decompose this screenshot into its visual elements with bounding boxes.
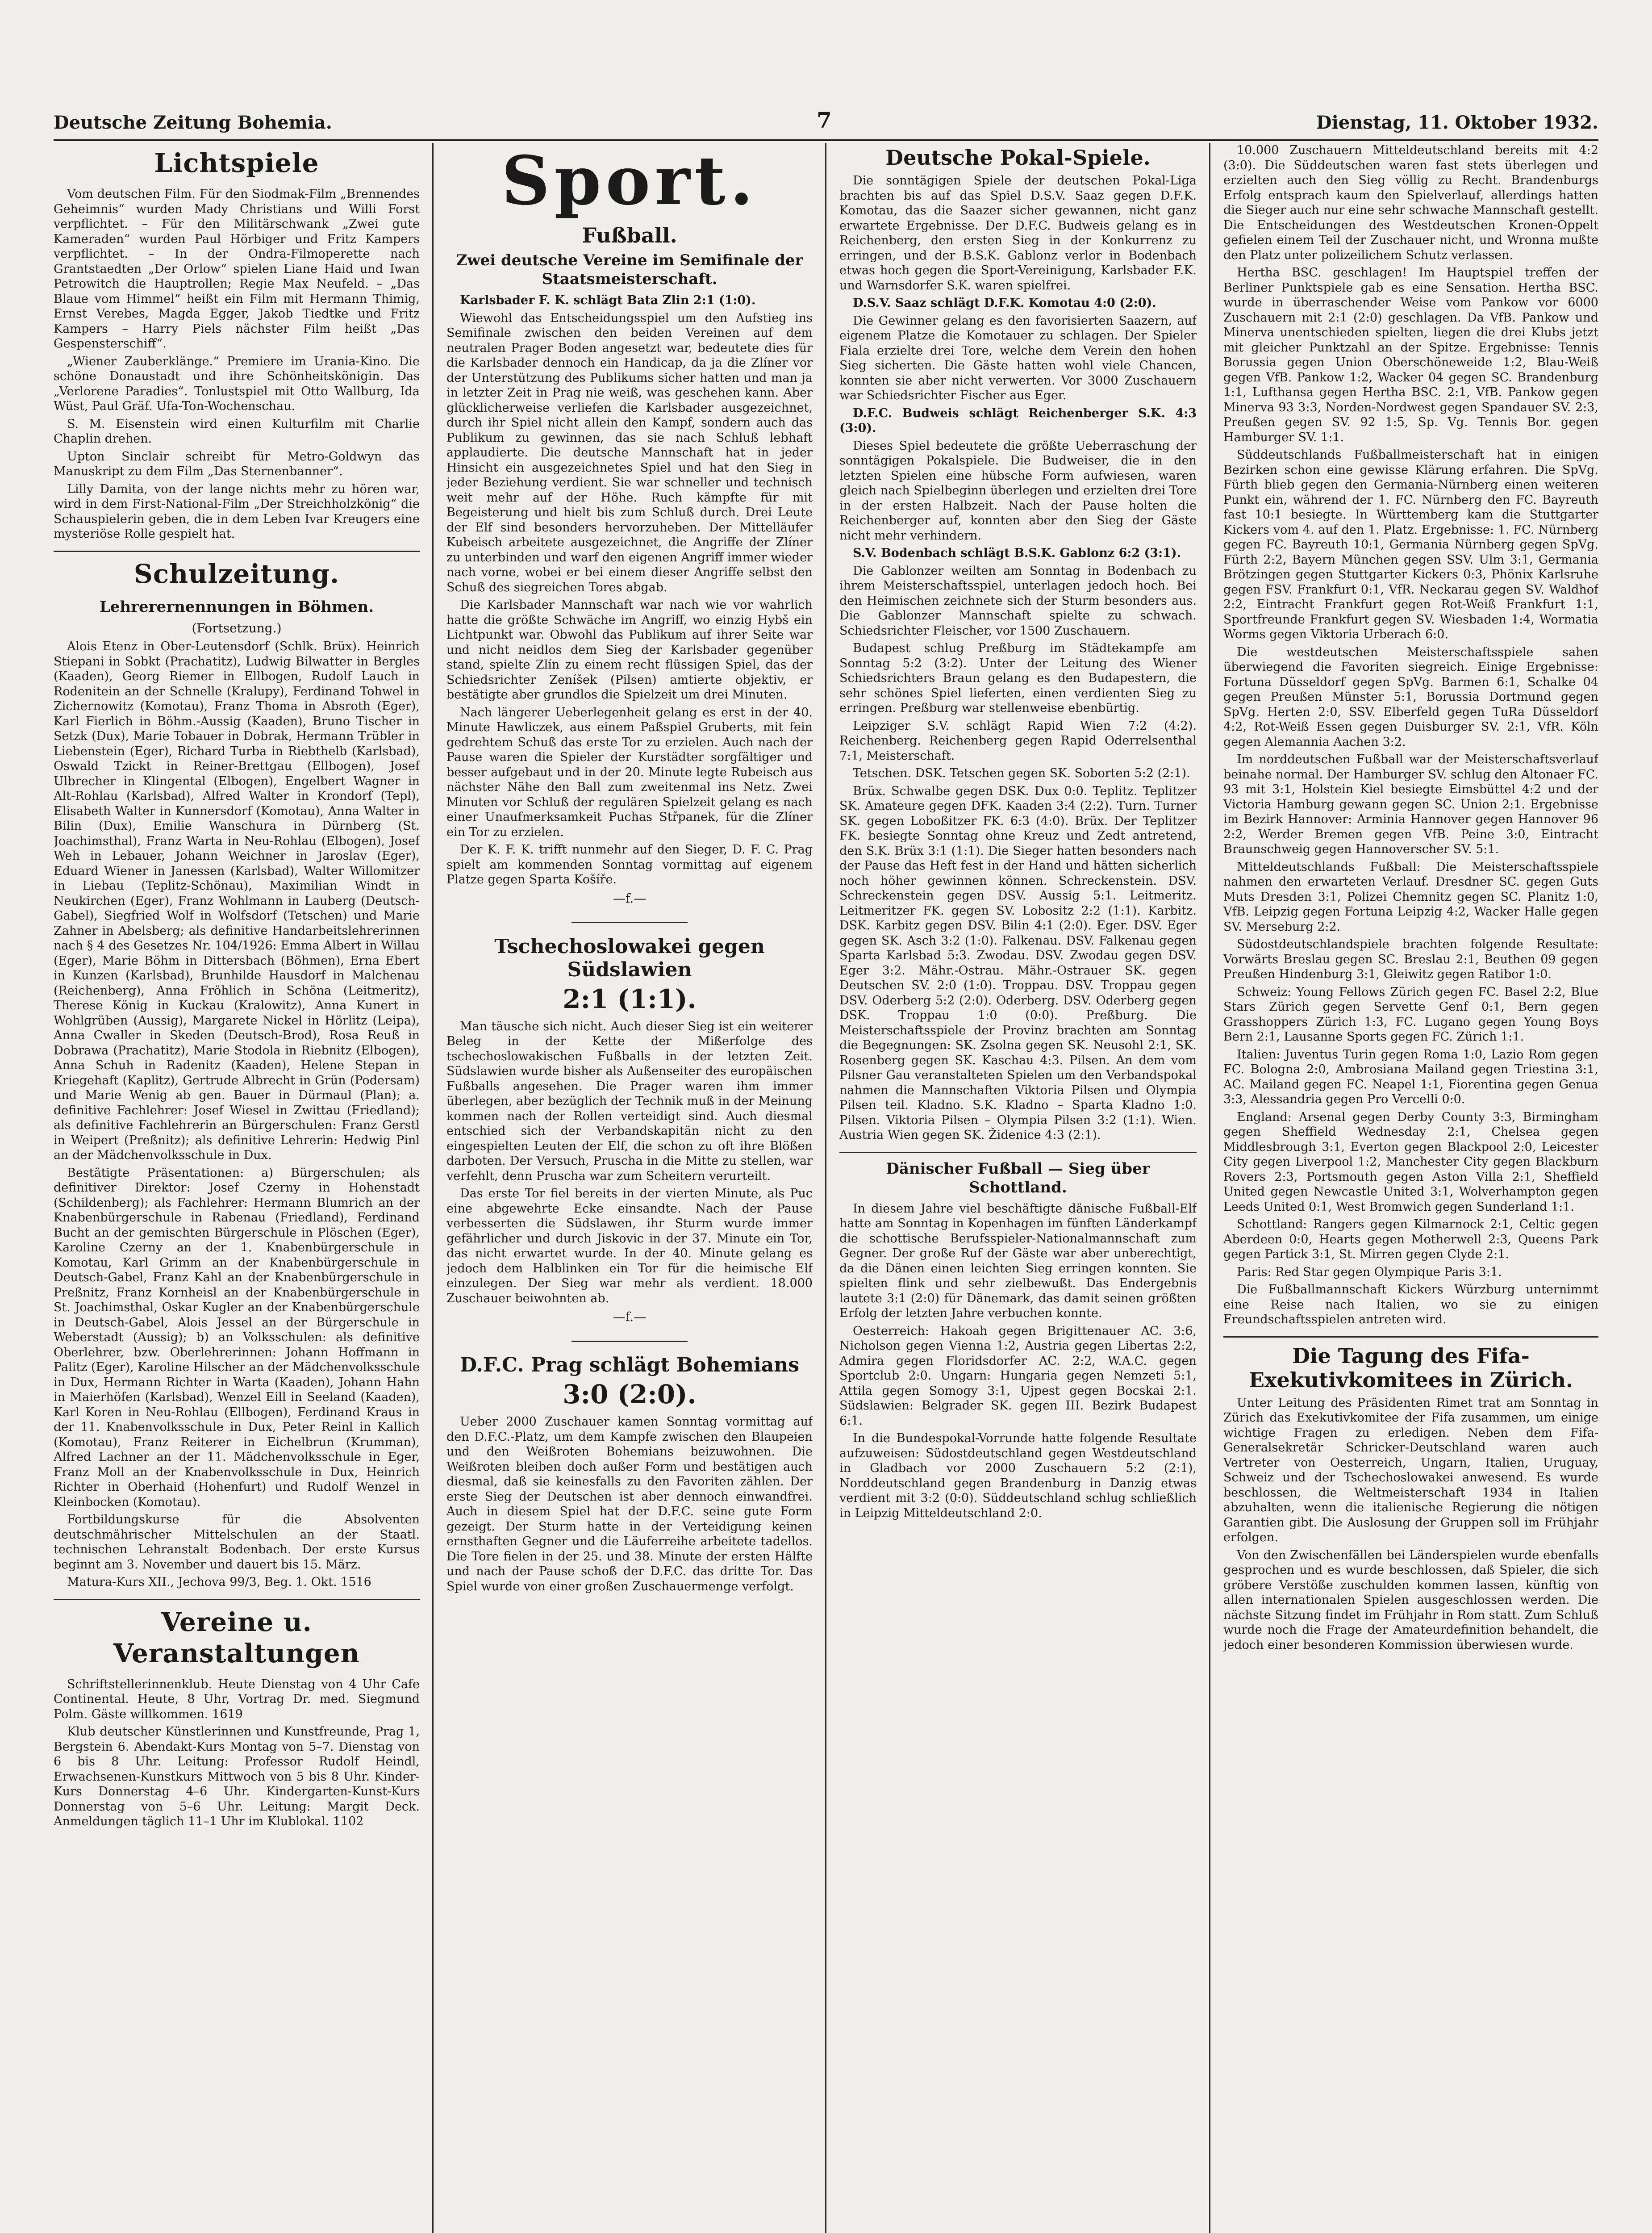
- article-paragraph: Tetschen. DSK. Tetschen gegen SK. Soborten 5:2 (2:1).: [853, 766, 1190, 780]
- author-sign: —f.—: [613, 891, 647, 906]
- match-heading: D.S.V. Saaz schlägt D.F.K. Komotau 4:0 (2:0).: [853, 296, 1156, 310]
- results-paragraph: England: Arsenal gegen Derby County 3:3, Birmingham gegen Sheffield Wednesday 2:1, Chelsea gegen Middlesbrough 3:1, Everton gegen Blackpool 2:0, Leicester City gegen Liverpool 1:2, Manchester City gegen Blackburn Rovers 2:3, Portsmouth gegen Aston Villa 2:1, Sheffield United gegen Newcastle United 3:1, Wolverhampton gegen Leeds United 0:1, West Bromwich gegen Sunderland 1:1.: [1223, 1110, 1598, 1214]
- results-paragraph: Paris: Red Star gegen Olympique Paris 3:1.: [1237, 1265, 1502, 1279]
- article-paragraph: 10.000 Zuschauern Mitteldeutschland bereits mit 4:2 (3:0). Die Süddeutschen waren fast stets überlegen und erzielten auch den Sieg völlig zu Recht. Brandenburgs Erfolg entsprach kaum den Spielverlauf, allerdings hatten die Sieger auch nur eine sehr schwache Mannschaft gestellt. Die Entscheidungen des Westdeutschen Kronen-Oppelt gefielen einem Teil der Zuschauer nicht, und Wronna mußte den Platz unter polizeilichem Schutz verlassen.: [1223, 143, 1598, 262]
- article-headline: Die Tagung des Fifa-Exekutivkomitees in Zürich.: [1248, 1343, 1573, 1392]
- divider: [1223, 1336, 1598, 1338]
- column-3: [839, 143, 1197, 2233]
- column-4: [1223, 143, 1598, 2233]
- divider: [446, 1331, 813, 1346]
- results-paragraph: Schweiz: Young Fellows Zürich gegen FC. Basel 2:2, Blue Stars Zürich gegen Servette Genf 0:1, Bern gegen Grasshoppers Zürich 1:3, FC. Lugano gegen Young Boys Bern 2:1, Lausanne Sports gegen FC. Zürich 1:1.: [1223, 985, 1598, 1044]
- article-paragraph: Lilly Damita, von der lange nichts mehr zu hören war, wird in dem First-National-Film „Der Streichholzkönig“ die Schauspielerin geben, die in dem Leben Ivar Kreugers eine mysteriöse Rolle gespielt hat.: [54, 482, 420, 541]
- advertisement-line: Matura-Kurs XII., Jechova 99/3, Beg. 1. Okt. 1516: [67, 1575, 371, 1589]
- results-paragraph: Italien: Juventus Turin gegen Roma 1:0, Lazio Rom gegen FC. Bologna 2:0, Ambrosiana Mailand gegen Triestina 3:1, AC. Mailand gegen FC. Neapel 1:1, Fiorentina gegen Genua 3:3, Alessandria gegen Pro Vercelli 0:0.: [1223, 1047, 1598, 1106]
- article-kicker: Karlsbader F. K. schlägt Bata Zlin 2:1 (1:0).: [460, 293, 756, 307]
- article-paragraph: Leipziger S.V. schlägt Rapid Wien 7:2 (4:2). Reichenberg. Reichenberg gegen Rapid Oderrelsenthal 7:1, Meisterschaft.: [839, 719, 1197, 763]
- article-paragraph: Nach längerer Ueberlegenheit gelang es erst in der 40. Minute Hawliczek, aus einem Paßspiel Gruberts, mit fein gedrehtem Schuß das erste Tor zu erzielen. Auch nach der Pause waren die Spieler der Kurstädter sorgfältiger und besser aufgebaut und in der 20. Minute legte Rubeisch aus nächster Nähe den Ball zum zweitenmal ins Netz. Zwei Minuten vor Schluß der regulären Spielzeit gelang es nach einer Unaufmerksamkeit Puchas Střpanek, für die Zlíner ein Tor zu erzielen.: [446, 705, 813, 839]
- divider: [54, 1599, 420, 1600]
- match-heading: S.V. Bodenbach schlägt B.S.K. Gablonz 6:2 (3:1).: [853, 546, 1181, 560]
- article-paragraph: Die sonntägigen Spiele der deutschen Pokal-Liga brachten bis auf das Spiel D.S.V. Saaz gegen D.F.K. Komotau, das die Saazer sicher gewannen, nicht ganz erwartete Ergebnisse. Der D.F.C. Budweis gelang es in Reichenberg, den ersten Sieg in der Konkurrenz zu erringen, und der B.S.K. Gablonz verlor in Bodenbach etwas hoch gegen die Sport-Vereinigung, Karlsbader F.K. und Warnsdorfer S.K. waren spielfrei.: [839, 174, 1197, 293]
- match-heading: D.F.C. Budweis schlägt Reichenberger S.K. 4:3 (3:0).: [839, 406, 1197, 435]
- article-paragraph: Die Fußballmannschaft Kickers Würzburg unternimmt eine Reise nach Italien, wo sie zu einigen Freundschaftsspielen antreten wird.: [1223, 1283, 1598, 1326]
- article-paragraph: Im norddeutschen Fußball war der Meisterschaftsverlauf beinahe normal. Der Hamburger SV. schlug den Altonaer FC. 93 mit 3:1, Holstein Kiel besiegte Eimsbüttel 4:2 und der Victoria Hamburg gewann gegen SC. Union 2:1. Ergebnisse im Bezirk Hannover: Arminia Hannover gegen Hannover 96 2:2, Werder Bremen gegen VfB. Peine 3:0, Eintracht Braunschweig gegen Hannoverscher SV. 5:1.: [1223, 753, 1598, 856]
- subsection-title-fussball: Fußball.: [582, 223, 677, 247]
- section-title-vereine: Vereine u. Veranstaltungen: [113, 1606, 360, 1668]
- article-paragraph: Unter Leitung des Präsidenten Rimet trat am Sonntag in Zürich das Exekutivkomitee der Fifa zusammen, um einige wichtige Fragen zu erledigen. Neben dem Fifa-Generalsekretär Schricker-Deutschland waren auch Vertreter von Oesterreich, Ungarn, Italien, Uruguay, Schweiz und der Tschechoslowakei anwesend. Es wurde beschlossen, die Weltmeisterschaft 1934 in Italien abzuhalten, wenn die italienische Regierung die nötigen Garantien gibt. Die Auslosung der Gruppen soll im Frühjahr erfolgen.: [1223, 1396, 1598, 1544]
- continuation-note: (Fortsetzung.): [192, 620, 282, 636]
- column-rule: [432, 143, 434, 2233]
- column-1: [54, 143, 420, 2233]
- section-title-sport: Sport.: [501, 143, 758, 220]
- results-paragraph: Schottland: Rangers gegen Kilmarnock 2:1, Celtic gegen Aberdeen 0:0, Hearts gegen Motherwell 2:3, Queens Park gegen Partick 3:1, St. Mirren gegen Clyde 2:1.: [1223, 1217, 1598, 1261]
- section-title-schulzeitung: Schulzeitung.: [133, 558, 340, 589]
- section-title-lichtspiele: Lichtspiele: [154, 148, 319, 178]
- match-score: 3:0 (2:0).: [563, 1379, 697, 1409]
- article-headline: Deutsche Pokal-Spiele.: [885, 146, 1151, 170]
- article-paragraph: In die Bundespokal-Vorrunde hatte folgende Resultate aufzuweisen: Südostdeutschland gegen Westdeutschland in Gladbach vor 2000 Zuschauern 5:2 (2:1), Norddeutschland gegen Brandenburg in Danzig etwas verdient mit 3:2 (0:0). Süddeutschland schlug schließlich in Leipzig Mitteldeutschland 2:0.: [839, 1431, 1197, 1520]
- article-paragraph: S. M. Eisenstein wird einen Kulturfilm mit Charlie Chaplin drehen.: [54, 417, 420, 446]
- article-headline: D.F.C. Prag schlägt Bohemians: [459, 1354, 800, 1376]
- article-headline: Zwei deutsche Vereine im Semifinale der Staatsmeisterschaft.: [456, 251, 803, 288]
- newspaper-name: Deutsche Zeitung Bohemia.: [54, 112, 332, 133]
- article-headline: Dänischer Fußball — Sieg über Schottland.: [886, 1159, 1150, 1196]
- article-paragraph: Mitteldeutschlands Fußball: Die Meisterschaftsspiele nahmen den erwarteten Verlauf. Dresdner SC. gegen Guts Muts Dresden 3:1, Polizei Chemnitz gegen SC. Planitz 1:0, VfB. Leipzig gegen Fortuna Leipzig 4:2, Wacker Halle gegen SV. Merseburg 2:2.: [1223, 860, 1598, 934]
- article-paragraph: Hertha BSC. geschlagen! Im Hauptspiel treffen der Berliner Punktspiele gab es eine Sensation. Hertha BSC. wurde in überraschender Weise vom Pankow vor 6000 Zuschauern mit 2:1 (2:0) geschlagen. Da VfB. Pankow und Minerva unentschieden spielten, liegen die drei Klubs jetzt mit gleicher Punktzahl an der Spitze. Ergebnisse: Tennis Borussia gegen Union Oberschöneweide 1:2, Blau-Weiß gegen VfB. Pankow 1:2, Wacker 04 gegen SC. Brandenburg 1:1, Lufthansa gegen Hertha BSC. 2:1, VfB. Pankow gegen Minerva 93 3:3, Norden-Nordwest gegen Spandauer SV. 2:3, Preußen gegen SV. 92 1:5, Sp. Vg. Tennis Bor. gegen Hamburger SV. 1:1.: [1223, 266, 1598, 444]
- article-paragraph: Die Karlsbader Mannschaft war nach wie vor wahrlich hatte die größte Schwäche im Angriff, wo einzig Hybš ein Lichtpunkt war. Obwohl das Publikum auf ihrer Seite war und nicht neidlos dem Sieg der Karlsbader gegenüber stand, spielte Zlín zu einem recht flüssigen Spiel, das der Schiedsrichter Zeníšek (Pilsen) amtierte objektiv, er bestätigte aber grundlos die Spielzeit um drei Minuten.: [446, 598, 813, 702]
- article-paragraph: Das erste Tor fiel bereits in der vierten Minute, als Puc eine abgewehrte Ecke einsandte. Nach der Pause verbesserten die Südslawen, ihr Sturm wurde immer gefährlicher und durch Jiskovic in der 37. Minute ein Tor, das nicht erwartet wurde. In der 40. Minute gelang es jedoch dem Halblinken ein Tor für die heimische Elf einzulegen. Der Sieg war mehr als verdient. 18.000 Zuschauer beiwohnten ab.: [446, 1187, 813, 1305]
- results-paragraph: Brüx. Schwalbe gegen DSK. Dux 0:0. Teplitz. Teplitzer SK. Amateure gegen DFK. Kaaden 3:4 (2:2). Turn. Turner SK. gegen Loboßitzer FK. 6:3 (4:0). Brüx. Der Teplitzer FK. besiegte Sonntag ohne Kreuz und Zedt antretend, den S.K. Brüx 3:1 (1:1). Die Sieger hatten besonders nach der Pause das Heft fest in der Hand und hätten sicherlich noch höher gewinnen können. Schreckenstein. DSV. Schreckenstein gegen DSV. Aussig 5:1. Leitmeritz. Leitmeritzer FK. gegen SV. Lobositz 2:2 (1:1). Karbitz. DSK. Karbitz gegen DSV. Bilin 4:1 (2:0). Eger. DSV. Eger gegen SK. Asch 3:2 (1:0). Falkenau. DSV. Falkenau gegen Sparta Karlsbad 5:3. Zwodau. DSV. Zwodau gegen DSV. Eger 3:2. Mähr.-Ostrau. Mähr.-Ostrauer SK. gegen Deutschen SV. 2:0 (1:0). Troppau. DSV. Troppau gegen DSV. Oderberg 5:2 (2:0). Oderberg. DSV. Oderberg gegen DSK. Troppau 1:0 (0:0). Preßburg. Die Meisterschaftsspiele der Provinz brachten am Sonntag die Begegnungen: SK. Zsolna gegen SK. Neusohl 2:1, SK. Rosenberg gegen SK. Kaschau 4:3. Pilsen. An dem vom Pilsner Gau veranstalteten Spielen um den Verbandspokal nahmen die Mannschaften Viktoria Pilsen und Olympia Pilsen teil. Kladno. S.K. Kladno – Sparta Kladno 1:0. Pilsen. Viktoria Pilsen – Olympia Pilsen 3:2 (1:1). Wien. Austria Wien gegen SK. Židenice 4:3 (2:1).: [839, 784, 1197, 1142]
- article-paragraph: Klub deutscher Künstlerinnen und Kunstfreunde, Prag 1, Bergstein 6. Abendakt-Kurs Montag von 5–7. Dienstag von 6 bis 8 Uhr. Leitung: Professor Rudolf Heindl, Erwachsenen-Kunstkurs Mittwoch von 5 bis 8 Uhr. Kinder-Kurs Donnerstag 4–6 Uhr. Kindergarten-Kunst-Kurs Donnerstag von 5–6 Uhr. Leitung: Margit Deck. Anmeldungen täglich 11–1 Uhr im Klublokal. 1102: [54, 1725, 420, 1828]
- article-paragraph: Man täusche sich nicht. Auch dieser Sieg ist ein weiterer Beleg in der Kette der Mißerfolge des tschechoslowakischen Fußballs in der letzten Zeit. Südslawien wurde bisher als Außenseiter des europäischen Fußballs angesehen. Die Prager waren ihm immer überlegen, aber bezüglich der Technik muß in der Meinung kommen nach der Rollen verteidigt sind. Auch diesmal entschied sich der Verbandskapitän nicht zu den eingespielten Leuten der Elf, die schon zu oft ihre Blößen darboten. Der Versuch, Pruscha in die Mitte zu stellen, war verfehlt, denn Pruscha war zum Scheitern verurteilt.: [446, 1019, 813, 1183]
- article-paragraph: Die Gewinner gelang es den favorisierten Saazern, auf eigenem Platze die Komotauer zu schlagen. Der Spieler Fiala erzielte drei Tore, welche dem Verein den hohen Sieg sicherten. Die Gäste hatten wohl viele Chancen, konnten sie aber nicht verwerten. Vor 3000 Zuschauern war Schiedsrichter Fischer aus Eger.: [839, 314, 1197, 402]
- article-headline: Tschechoslowakei gegen Südslawien: [494, 935, 765, 981]
- article-paragraph: „Wiener Zauberklänge.“ Premiere im Urania-Kino. Die schöne Donaustadt und ihre Schönheitskönigin. Das „Verlorene Paradies“. Tonlustspiel mit Otto Wallburg, Ida Wüst, Paul Gräf. Ufa-Ton-Wochenschau.: [54, 354, 420, 413]
- author-sign: —f.—: [613, 1309, 647, 1324]
- article-paragraph: Ueber 2000 Zuschauer kamen Sonntag vormittag auf den D.F.C.-Platz, um dem Kampfe zwischen den Blaupeien und den Weißroten Bohemians beizuwohnen. Die Weißroten bleiben doch außer Form und bestätigen auch diesmal, daß sie keinesfalls zu den Favoriten zählen. Der erste Sieg der Deutschen ist aber dennoch einwandfrei. Auch in diesem Spiel hat der D.F.C. seine gute Form gezeigt. Der Sturm hatte in der Verteidigung keinen ernsthaften Gegner und die Läuferreihe arbeitete tadellos. Die Tore fielen in der 25. und 38. Minute der ersten Hälfte und nach der Pause schoß der D.F.C. das dritte Tor. Das Spiel wurde von einer großen Zuschauermenge verfolgt.: [446, 1415, 813, 1593]
- article-paragraph: Bestätigte Präsentationen: a) Bürgerschulen; als definitiver Direktor: Josef Czerny in Hohenstadt (Schildenberg); als Fachlehrer: Hermann Blumrich an der Knabenbürgerschule in Rabenau (Friedland), Ferdinand Bucht an der gemischten Bürgerschule in Plöschen (Eger), Karoline Czerny an der 1. Knabenbürgerschule in Komotau, Karl Grimm an der Knabenbürgerschule in Deutsch-Gabel, Franz Kahl an der Knabenbürgerschule in Preßnitz, Franz Kornheisl an der Knabenbürgerschule in St. Joachimsthal, Oskar Kugler an der Knabenbürgerschule in Deutsch-Gabel, Alois Jessel an der Bürgerschule in Weberstadt (Aussig); b) an Volksschulen: als definitive Oberlehrer, bzw. Oberlehrerinnen: Johann Hoffmann in Palitz (Eger), Karoline Hilscher an der Mädchenvolksschule in Dux, Hermann Richter in Warta (Kaaden), Johann Hahn in Maierhöfen (Karlsbad), Wenzel Eill in Seeland (Kaaden), Karl Koren in Neu-Rohlau (Ellbogen), Ferdinand Kraus in der 11. Knabenvolksschule in Dux, Peter Reinl in Kallich (Komotau), Franz Reiterer in Eichelbrun (Krumman), Alfred Lachner an der 11. Mädchenvolksschule in Eger, Franz Moll an der Knabenvolksschule in Dux, Heinrich Richter in Oberhaid (Hohenfurt) und Rudolf Wenzel in Kleinbocken (Komotau).: [54, 1166, 420, 1509]
- article-paragraph: Die westdeutschen Meisterschaftsspiele sahen überwiegend die Favoriten siegreich. Einige Ergebnisse: Fortuna Düsseldorf gegen SpVg. Barmen 6:1, Schalke 04 gegen Preußen Münster 5:1, Borussia Dortmund gegen SpVg. Herten 2:0, SSV. Elberfeld gegen TuRa Düsseldorf 4:2, Rot-Weiß Essen gegen Duisburger SV. 2:1, VfR. Köln gegen Alemannia Aachen 3:2.: [1223, 645, 1598, 749]
- article-paragraph: Vom deutschen Film. Für den Siodmak-Film „Brennendes Geheimnis“ wurden Mady Christians und Willi Forst verpflichtet. – Für den Militärschwank „Zwei gute Kameraden“ wurden Paul Hörbiger und Fritz Kampers verpflichtet. – In der Ondra-Filmoperette nach Grantstaedten „Der Orlow“ spielen Liane Haid und Iwan Petrowitch die Hauptrollen; Regie Max Neufeld. – „Das Blaue vom Himmel“ heißt ein Film mit Hermann Thimig, Ernst Verebes, Magda Egger, Jakob Tiedtke und Fritz Kampers – Harry Piels nächster Film heißt „Das Gespensterschiff“.: [54, 187, 420, 351]
- page-header: [54, 102, 1598, 141]
- results-paragraph: Oesterreich: Hakoah gegen Brigittenauer AC. 3:6, Nicholson gegen Vienna 1:2, Austria gegen Libertas 2:2, Admira gegen Floridsdorfer AC. 2:2, W.A.C. gegen Sportclub 2:0. Ungarn: Hungaria gegen Nemzeti 5:1, Attila gegen Somogy 3:1, Ujpest gegen Bocskai 2:1. Südslawien: Belgrader SK. gegen III. Bezirk Budapest 6:1.: [839, 1324, 1197, 1428]
- article-paragraph: In diesem Jahre viel beschäftigte dänische Fußball-Elf hatte am Sonntag in Kopenhagen im fünften Länderkampf die schottische Berufsspieler-Nationalmannschaft zum Gegner. Der große Ruf der Gäste war aber unberechtigt, da die Dänen einen leichten Sieg erringen konnten. Sie spielten flink und sehr zielbewußt. Das Endergebnis lautete 3:1 (2:0) für Dänemark, das damit seinen größten Erfolg der letzten Jahre verbuchen konnte.: [839, 1201, 1197, 1320]
- divider: [839, 1152, 1197, 1153]
- article-paragraph: Wiewohl das Entscheidungsspiel um den Aufstieg ins Semifinale zwischen den beiden Vereinen auf dem neutralen Prager Boden angesetzt war, bedeutete dies für die Karlsbader dennoch ein Handicap, da ja die Zlíner vor der Unterstützung des Publikums sicher hatten und man ja in letzter Zeit in Prag nie weiß, was geschehen kann. Aber glücklicherweise verliefen die Karlsbader ausgezeichnet, durch ihr Spiel nicht allein den Kampf, sondern auch das Publikum zu gewinnen, das sie nach Schluß lebhaft applaudierte. Die deutsche Mannschaft hat in jeder Hinsicht ein ausgezeichnetes Spiel und hat den Sieg in jeder Beziehung verdient. Sie war schneller und technisch weit mehr auf der Höhe. Ruch kämpfte für mit Begeisterung und hielt bis zum Schluß durch. Drei Leute der Elf sind besonders hervorzuheben. Der Mittelläufer Kubeisch arbeitete ausgezeichnet, die Angriffe der Zlíner zu unterbinden und warf den eigenen Angriff immer wieder nach vorne, wobei er bei einem dieser Angriffe selbst den Schuß des siegreichen Tores abgab.: [446, 311, 813, 594]
- article-paragraph: Budapest schlug Preßburg im Städtekampfe am Sonntag 5:2 (3:2). Unter der Leitung des Wiener Schiedsrichters Braun gelang es den Budapestern, die sehr schönes Spiel lieferten, einen verdienten Sieg zu erringen. Preßburg war stellenweise ebenbürtig.: [839, 641, 1197, 715]
- article-paragraph: Südostdeutschlandspiele brachten folgende Resultate: Vorwärts Breslau gegen SC. Breslau 2:1, Beuthen 09 gegen Preußen Hindenburg 3:1, Gleiwitz gegen Ratibor 1:0.: [1223, 937, 1598, 981]
- match-score: 2:1 (1:1).: [563, 983, 697, 1014]
- article-paragraph: Schriftstellerinnenklub. Heute Dienstag von 4 Uhr Cafe Continental. Heute, 8 Uhr, Vortrag Dr. med. Siegmund Polm. Gäste willkommen. 1619: [54, 1677, 420, 1721]
- page-number: 7: [817, 108, 832, 133]
- article-paragraph: Von den Zwischenfällen bei Länderspielen wurde ebenfalls gesprochen und es wurde beschlossen, daß Spieler, die sich gröbere Verstöße zuschulden kommen lassen, künftig von allen internationalen Spielen ausgeschlossen werden. Die nächste Sitzung findet im Frühjahr in Rom statt. Zum Schluß wurde noch die Frage der Amateurdefinition behandelt, die jedoch einer besonderen Kommission überwiesen wurde.: [1223, 1548, 1598, 1652]
- article-headline: Lehrerernennungen in Böhmen.: [99, 598, 374, 616]
- divider: [54, 551, 420, 552]
- article-paragraph: Alois Etenz in Ober-Leutensdorf (Schlk. Brüx). Heinrich Stiepani in Sobkt (Prachatitz), Ludwig Bilwatter in Bergles (Kaaden), Georg Riemer in Ellbogen, Rudolf Lauch in Rodenitein an der Schnelle (Kralupy), Ferdinand Tohwel in Zichernowitz (Komotau), Franz Thoma in Absroth (Eger), Karl Fierlich in Böhm.-Aussig (Kaaden), Bruno Tischer in Setzk (Dux), Marie Tobauer in Dobrak, Hermann Trübler in Liebenstein (Eger), Richard Turba in Riebthelb (Karlsbad), Oswald Tzickt in Reiner-Brettgau (Ellbogen), Josef Ulbrecher in Klingental (Elbogen), Engelbert Wagner in Alt-Rohlau (Karlsbad), Alfred Walter in Krondorf (Tepl), Elisabeth Walter in Kunnersdorf (Komotau), Anna Walter in Bilin (Dux), Emilie Wanschura in Dürnberg (St. Joachimsthal), Franz Warta in Neu-Rohlau (Elbogen), Josef Weh in Lebauer, Johann Weichner in Jaroslav (Eger), Eduard Wiener in Janessen (Karlsbad), Walter Willomitzer in Liebau (Teplitz-Schönau), Maximilian Windt in Neukirchen (Eger), Franz Wohlmann in Lauberg (Deutsch-Gabel), Siegfried Wolf in Wolfsdorf (Tetschen) und Marie Zahner in Abelsberg; als definitive Handarbeitslehrerinnen nach § 4 des Gesetzes Nr. 104/1926: Emma Albert in Willau (Eger), Marie Böhm in Dittersbach (Böhmen), Erna Ebert in Kunzen (Karlsbad), Brunhilde Hausdorf in Malchenau (Reichenberg), Anna Fröhlich in Schöna (Leitmeritz), Therese König in Kuckau (Kralowitz), Anna Kunert in Wohlgrüben (Aussig), Margarete Nickel in Hörlitz (Leipa), Anna Cwaller in Skeden (Deutsch-Brod), Rosa Reuß in Dobrawa (Prachatitz), Marie Stodola in Riebnitz (Elbogen), Anna Schuh in Radenitz (Kaaden), Helene Stepan in Kriegehaft (Kaplitz), Gertrude Albrecht in Grün (Podersam) und Marie Wenig ab gen. Bauer in Dürmaul (Plan); a. definitive Fachlehrer: Josef Wiesel in Zwittau (Friedland); als definitive Fachlehrerin an Bürgerschulen: Franz Gerstl in Weipert (Preßnitz); als definitive Lehrerin: Hedwig Pinl an der Mädchenvolksschule in Dux.: [54, 640, 420, 1162]
- divider: [446, 912, 813, 927]
- issue-date: Dienstag, 11. Oktober 1932.: [1316, 112, 1598, 133]
- article-paragraph: Die Gablonzer weilten am Sonntag in Bodenbach zu ihrem Meisterschaftsspiel, unterlagen jedoch hoch. Bei den Heimischen zeichnete sich der Sturm besonders aus. Die Gablonzer Mannschaft spielte zu schwach. Schiedsrichter Fleischer, vor 1500 Zuschauern.: [839, 564, 1197, 638]
- article-paragraph: Süddeutschlands Fußballmeisterschaft hat in einigen Bezirken schon eine gewisse Klärung erfahren. Die SpVg. Fürth blieb gegen den Germania-Nürnberg einen weiteren Punkt ein, während der 1. FC. Nürnberg den FC. Bayreuth fast 10:1 besiegte. In Württemberg kam die Stuttgarter Kickers vom 4. auf den 1. Platz. Ergebnisse: 1. FC. Nürnberg gegen FC. Bayreuth 10:1, Germania Nürnberg gegen SpVg. Fürth 2:2, Bayern München gegen SSV. Ulm 3:1, Germania Brötzingen gegen Stuttgarter Kickers 0:3, Phönix Karlsruhe gegen FSV. Frankfurt 0:1, VfR. Neckarau gegen SV. Waldhof 2:2, Eintracht Frankfurt gegen Rot-Weiß Frankfurt 1:1, Sportfreunde Frankfurt gegen SV. Wiesbaden 1:4, Wormatia Worms gegen Viktoria Urberach 6:0.: [1223, 448, 1598, 641]
- article-paragraph: Upton Sinclair schreibt für Metro-Goldwyn das Manuskript zu dem Film „Das Sternenbanner“.: [54, 449, 420, 478]
- article-paragraph: Der K. F. K. trifft nunmehr auf den Sieger, D. F. C. Prag spielt am kommenden Sonntag vormittag auf eigenem Platze gegen Sparta Košíře.: [446, 843, 813, 887]
- article-paragraph: Fortbildungskurse für die Absolventen deutschmährischer Mittelschulen an der Staatl. technischen Lehranstalt Bodenbach. Der erste Kursus beginnt am 3. November und dauert bis 15. März.: [54, 1513, 420, 1572]
- column-rule: [825, 143, 826, 2233]
- column-2: [446, 143, 813, 2233]
- column-rule: [1209, 143, 1210, 2233]
- article-paragraph: Dieses Spiel bedeutete die größte Ueberraschung der sonntägigen Pokalspiele. Die Budweiser, die in den letzten Spielen eine hübsche Form aufwiesen, waren gleich nach Spielbeginn überlegen und erzielten drei Tore in der ersten Halbzeit. Nach der Pause holten die Reichenberger auf, konnten aber den Sieg der Gäste nicht mehr verhindern.: [839, 439, 1197, 543]
